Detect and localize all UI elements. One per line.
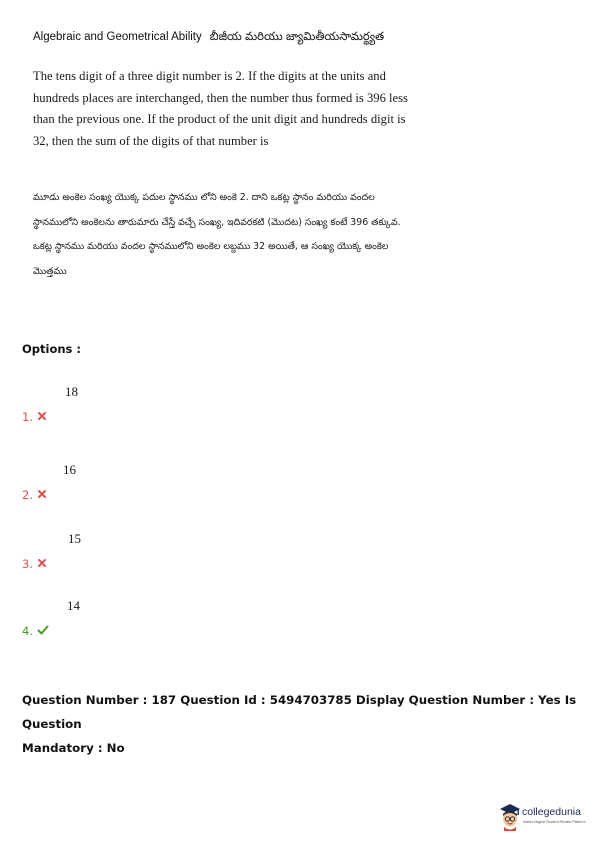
option-value: 16: [63, 462, 76, 477]
collegedunia-logo: [498, 800, 590, 832]
meta-line-1: Question Number : 187 Question Id : 5494703785 Display Question Number : Yes Is Question: [22, 693, 577, 731]
option-4[interactable]: [22, 598, 222, 638]
cross-icon: [37, 489, 47, 499]
option-2[interactable]: [22, 462, 222, 502]
options-label: Options :: [22, 342, 81, 356]
brand-tagline: India's largest Student Review Platform: [523, 820, 586, 824]
option-number: 4.: [22, 624, 33, 638]
graduate-mascot-icon: [498, 801, 522, 831]
section-title-en: Algebraic and Geometrical Ability: [33, 31, 202, 43]
cross-icon: [37, 558, 47, 568]
meta-line-2: Mandatory : No: [22, 741, 125, 755]
option-value: 15: [68, 531, 81, 546]
check-icon: [37, 625, 49, 635]
section-header: [33, 30, 553, 46]
option-3[interactable]: [22, 531, 222, 571]
option-number: 2.: [22, 488, 33, 502]
cross-icon: [37, 411, 47, 421]
question-text-en: The tens digit of a three digit number is 2. If the digits at the units and hundreds places are interchanged, then the number thus formed is 396 less than the previous one. If the product of the unit digit and hundreds digit is 32, then the sum of the digits of that number is: [33, 69, 408, 148]
option-number: 1.: [22, 410, 33, 424]
question-text-te: మూడు అంకెల సంఖ్య యొక్క పదుల స్థానము లోని అంకె 2. దాని ఒకట్ల స్థానం మరియు వందల స్థానములోని అంకెలను తారుమారు చేస్తే వచ్చే సంఖ్య, ఇదివరకటి (మొదట) సంఖ్య కంటే 396 తక్కువ. ఒకట్ల స్థానము మరియు వందల స్థానములోని అంకెల లబ్దము 32 అయితే, ఆ సంఖ్య యొక్క అంకెల మొత్తము: [33, 192, 401, 277]
brand-name: collegedunia: [522, 806, 581, 818]
question-meta: [22, 688, 582, 760]
option-value: 18: [65, 384, 78, 399]
section-title-te: బీజీయ మరియు జ్యామితీయసామర్థ్యత: [209, 31, 385, 43]
option-number: 3.: [22, 557, 33, 571]
option-value: 14: [67, 598, 80, 613]
option-1[interactable]: [22, 384, 222, 424]
